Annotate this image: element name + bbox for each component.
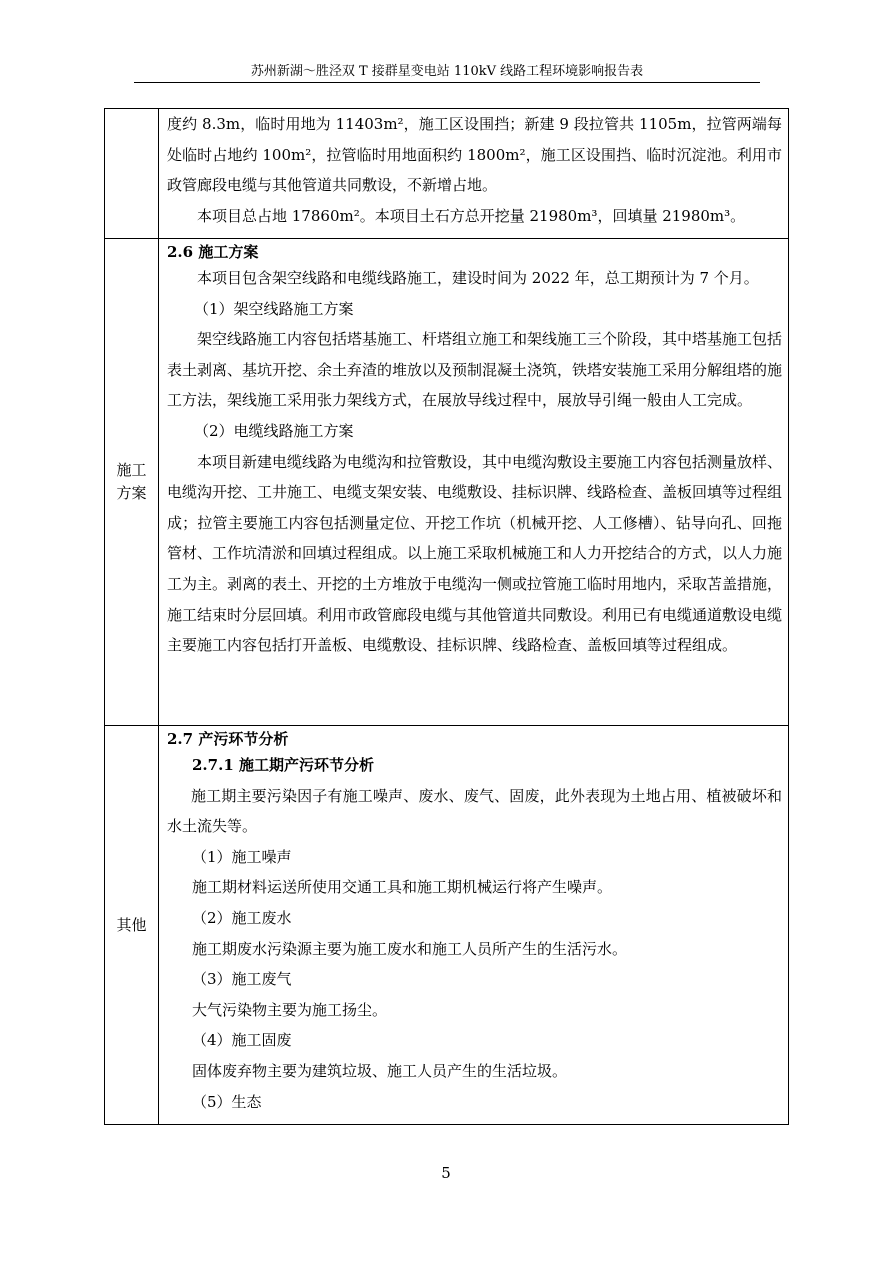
row-label-construction xyxy=(105,239,159,726)
row-label-other: 其他 xyxy=(105,726,159,1125)
row-content-other xyxy=(159,726,789,1125)
cable-title: （2）电缆线路施工方案 xyxy=(194,421,354,440)
row-content-construction xyxy=(159,239,789,726)
overhead-text: 架空线路施工内容包括塔基施工、杆塔组立施工和架线施工三个阶段，其中塔基施工包括表土剥离、基坑开挖、余土弃渣的堆放以及预制混凝土浇筑，铁塔安装施工采用分解组塔的施工方法，架线施工采用张力架线方式，在展放导线过程中，展放导引绳一般由人工完成。 xyxy=(167,330,783,410)
report-table xyxy=(104,108,789,1125)
item-title-solid-waste: （4）施工固废 xyxy=(192,1031,292,1050)
section-heading-2-7: 2.7 产污环节分析 xyxy=(167,730,289,748)
item-text-noise: 施工期材料运送所使用交通工具和施工期机械运行将产生噪声。 xyxy=(192,878,613,897)
table-row-construction xyxy=(105,239,789,726)
item-title-exhaust: （3）施工废气 xyxy=(192,970,292,989)
overhead-title: （1）架空线路施工方案 xyxy=(194,299,354,318)
item-title-noise: （1）施工噪声 xyxy=(192,847,292,866)
section-heading-2-6: 2.6 施工方案 xyxy=(167,243,259,261)
page-header: 苏州新湖～胜泾双 T 接群星变电站 110kV 线路工程环境影响报告表 xyxy=(134,58,760,83)
cable-text: 本项目新建电缆线路为电缆沟和拉管敷设，其中电缆沟敷设主要施工内容包括测量放样、电缆沟开挖、工井施工、电缆支架安装、电缆敷设、挂标识牌、线路检查、盖板回填等过程组成；拉管主要施工内容包括测量定位、开挖工作坑（机械开挖、人工修槽）、钻导向孔、回拖管材、工作坑清淤和回填过程组成。以上施工采取机械施工和人力开挖结合的方式，以人力施工为主。剥离的表土、开挖的土方堆放于电缆沟一侧或拉管施工临时用地内，采取苫盖措施，施工结束时分层回填。利用市政管廊段电缆与其他管道共同敷设。利用已有电缆通道敷设电缆主要施工内容包括打开盖板、电缆敷设、挂标识牌、线路检查、盖板回填等过程组成。 xyxy=(167,452,783,655)
table-row-other xyxy=(105,726,789,1125)
pollution-intro: 施工期主要污染因子有施工噪声、废水、废气、固废，此外表现为土地占用、植被破坏和水土流失等。 xyxy=(167,786,782,836)
item-title-ecology: （5）生态 xyxy=(192,1092,262,1111)
row-label-continued xyxy=(105,109,159,239)
row-content-continued xyxy=(159,109,789,239)
construction-label: 施工方案 xyxy=(116,461,147,502)
item-text-wastewater: 施工期废水污染源主要为施工废水和施工人员所产生的生活污水。 xyxy=(192,939,628,958)
section-subheading-2-7-1: 2.7.1 施工期产污环节分析 xyxy=(192,756,374,774)
land-use-paragraph: 度约 8.3m，临时用地为 11403m²，施工区设围挡；新建 9 段拉管共 1105m，拉管两端每处临时占地约 100m²，拉管临时用地面积约 1800m²，施工区设围挡、临时沉淀池。利用市政管廊段电缆与其他管道共同敷设，不新增占地。 xyxy=(167,115,782,195)
item-title-wastewater: （2）施工废水 xyxy=(192,908,292,927)
page-number: 5 xyxy=(441,1164,451,1182)
construction-intro: 本项目包含架空线路和电缆线路施工，建设时间为 2022 年，总工期预计为 7 个月。 xyxy=(197,269,759,287)
item-text-exhaust: 大气污染物主要为施工扬尘。 xyxy=(192,1000,388,1019)
total-land-paragraph: 本项目总占地 17860m²。本项目土石方总开挖量 21980m³，回填量 21980m³。 xyxy=(197,206,746,225)
table-row-continued xyxy=(105,109,789,239)
item-text-solid-waste: 固体废弃物主要为建筑垃圾、施工人员产生的生活垃圾。 xyxy=(192,1061,568,1080)
